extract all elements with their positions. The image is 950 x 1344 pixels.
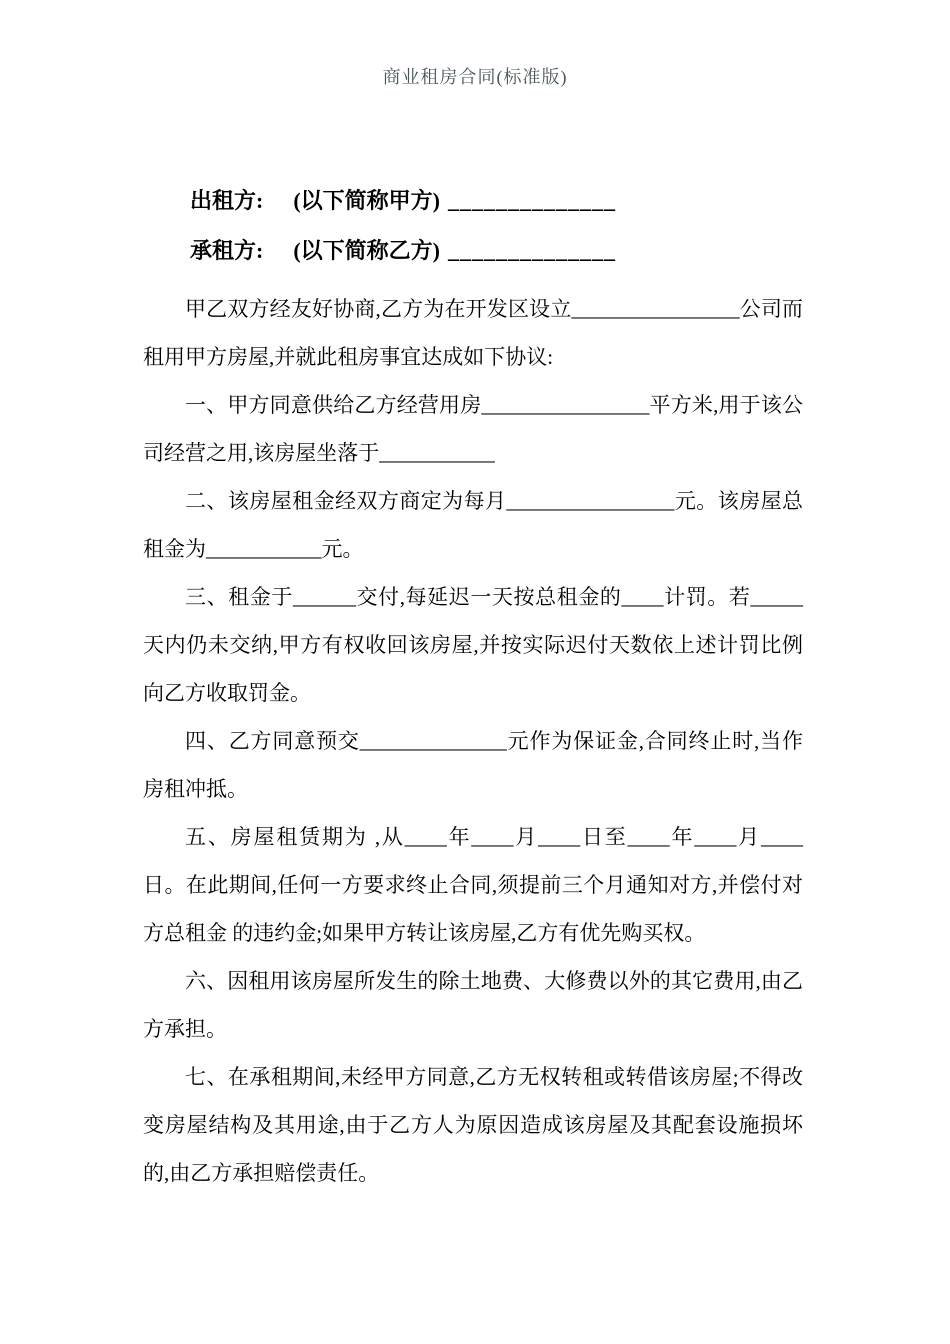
party-lessor-label: 出租方:: [190, 188, 264, 213]
party-line-lessor: [190, 176, 950, 226]
contract-clause-4: 四、乙方同意预交______________元作为保证金,合同终止时,当作房租冲抵。: [143, 729, 803, 801]
contract-clause-2: 二、该房屋租金经双方商定为每月________________元。该房屋总租金为___________元。: [143, 489, 803, 561]
party-lessee-alias: (以下简称乙方): [293, 238, 440, 263]
contract-clause-5: 五、房屋租赁期为 ,从____年____月____日至____年____月____日。在此期间,任何一方要求终止合同,须提前三个月通知对方,并偿付对方总租金 的违约金;如果甲方转让该房屋,乙方有优先购买权。: [143, 825, 803, 945]
party-lessor-alias: (以下简称甲方): [293, 188, 440, 213]
party-line-lessee: [190, 226, 950, 276]
contract-clause-7: 七、在承租期间,未经甲方同意,乙方无权转租或转借该房屋;不得改变房屋结构及其用途,由于乙方人为原因造成该房屋及其配套设施损坏的,由乙方承担赔偿责任。: [143, 1065, 803, 1185]
parties-section: [190, 176, 950, 276]
party-lessee-label: 承租方:: [190, 238, 264, 263]
party-lessor-blank-line: ______________: [447, 188, 616, 213]
contract-clause-1: 一、甲方同意供给乙方经营用房________________平方米,用于该公司经营之用,该房屋坐落于___________: [143, 393, 803, 465]
contract-clause-6: 六、因租用该房屋所发生的除土地费、大修费以外的其它费用,由乙方承担。: [143, 969, 803, 1041]
contract-body: [143, 285, 803, 1197]
contract-clause-3: 三、租金于______交付,每延迟一天按总租金的____计罚。若_____天内仍未交纳,甲方有权收回该房屋,并按实际迟付天数依上述计罚比例向乙方收取罚金。: [143, 585, 803, 705]
party-lessee-blank-line: ______________: [447, 238, 616, 263]
contract-intro-paragraph: 甲乙双方经友好协商,乙方为在开发区设立________________公司而租用甲方房屋,并就此租房事宜达成如下协议:: [143, 297, 803, 369]
document-title: 商业租房合同(标准版): [382, 67, 568, 87]
